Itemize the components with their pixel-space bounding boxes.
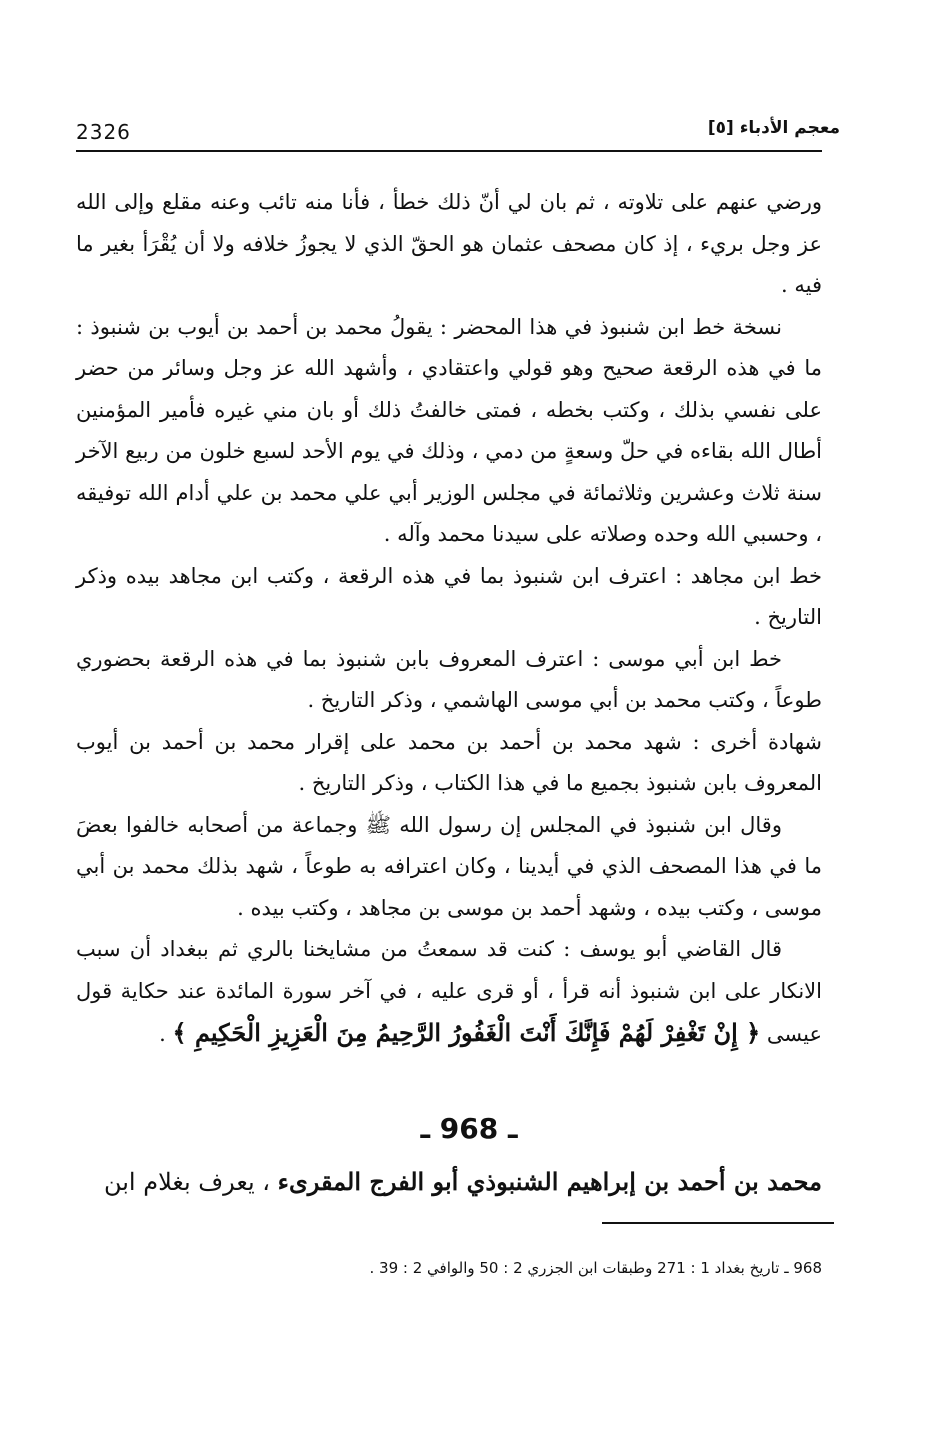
- footnote-rule: [602, 1222, 834, 1224]
- body-text: [76, 182, 822, 1056]
- paragraph-6: وقال ابن شنبوذ في المجلس إن رسول الله ﷺ وجماعة من أصحابه خالفوا بعضَ ما في هذا المصحف الذي في أيدينا ، وكان اعترافه به طوعاً ، شهد بذلك محمد بن أبي موسى ، وكتب بيده ، وشهد أحمد بن موسى بن مجاهد ، وكتب بيده .: [76, 812, 822, 920]
- entry-continuation: ، يعرف بغلام ابن: [103, 1168, 278, 1196]
- page-number: 2326: [76, 120, 131, 144]
- paragraph-7-text: قال القاضي أبو يوسف : كنت قد سمعتُ من مشايخنا بالري ثم ببغداد أن سبب الانكار على ابن شنبوذ أنه قرأ ، أو قرى عليه ، في آخر سورة المائدة عند حكاية قول عيسى: [76, 937, 822, 1046]
- paragraph-7: [76, 929, 822, 1056]
- entry-number: ـ 968 ـ: [420, 1112, 518, 1145]
- quran-quote: ﴿ إِنْ تَغْفِرْ لَهُمْ فَإِنَّكَ أَنْتَ الْغَفُورُ الرَّحِيمُ مِنَ الْعَزِيزِ الْحَكِيمِ ﴾: [172, 1018, 761, 1047]
- entry-heading: [76, 1162, 822, 1202]
- paragraph-4: خط ابن أبي موسى : اعترف المعروف بابن شنبوذ بما في هذه الرقعة بحضوري طوعاً ، وكتب محمد بن أبي موسى الهاشمي ، وذكر التاريخ .: [76, 646, 822, 712]
- paragraph-3: خط ابن مجاهد : اعترف ابن شنبوذ بما في هذه الرقعة ، وكتب ابن مجاهد بيده وذكر التاريخ .: [76, 563, 822, 629]
- paragraph-1: ورضي عنهم على تلاوته ، ثم بان لي أنّ ذلك خطأ ، فأنا منه تائب وعنه مقلع وإلى الله عز وجل بريء ، إذ كان مصحف عثمان هو الحقّ الذي لا يجوزُ خلافه ولا أن يُقْرَأ بغير ما فيه .: [76, 190, 822, 297]
- paragraph-2: نسخة خط ابن شنبوذ في هذا المحضر : يقولُ محمد بن أحمد بن أيوب بن شنبوذ : ما في هذه الرقعة صحيح وهو قولي واعتقادي ، وأشهد الله عز وجل وسائر من حضر على نفسي بذلك ، وكتب بخطه ، فمتى خالفتُ ذلك أو بان مني غيره فأمير المؤمنين أطال الله بقاءه في حلّ وسعةٍ من دمي ، وذلك في يوم الأحد لسبع خلون من ربيع الآخر سنة ثلاث وعشرين وثلاثمائة في مجلس الوزير أبي علي محمد بن علي أدام الله توفيقه ، وحسبي الله وحده وصلاته على سيدنا محمد وآله .: [76, 314, 822, 546]
- running-header: معجم الأدباء [٥]: [707, 118, 840, 138]
- paragraph-5: شهادة أخرى : شهد محمد بن أحمد بن محمد على إقرار محمد بن أحمد بن أيوب المعروف بابن شنبوذ بجميع ما في هذا الكتاب ، وذكر التاريخ .: [76, 729, 822, 795]
- paragraph-7-end: .: [159, 1022, 173, 1046]
- header-rule: [76, 150, 822, 152]
- footnote: 968 ـ تاريخ بغداد 1 : 271 وطبقات ابن الجزري 2 : 50 والوافي 2 : 39 .: [369, 1259, 822, 1277]
- entry-name: محمد بن أحمد بن إبراهيم الشنبوذي أبو الفرج المقرىء: [277, 1167, 822, 1196]
